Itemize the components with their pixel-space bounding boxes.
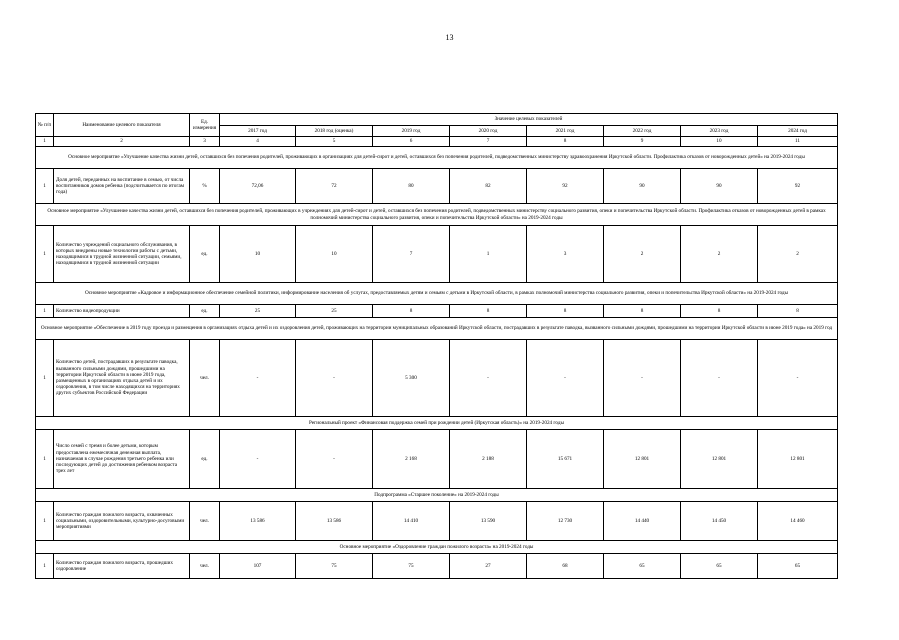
column-number: 7 [450, 137, 527, 147]
column-number: 8 [527, 137, 604, 147]
value-cell: 90 [681, 169, 758, 204]
column-number: 11 [758, 137, 838, 147]
section-title: Основное мероприятие «Улучшение качества жизни детей, оставшихся без попечения родителей, проживающих в учреждениях для детей-сирот и детей, оставшихся без попечения родителей, подведомственных министерству социального развития, опеки и попечительства Иркутской области. Профилактика отказов от новорожденных детей в рамках полномочий министерства социального развития, опеки и попечительства Иркутской области» на 2019-2024 годы [36, 204, 838, 226]
row-number: 1 [36, 554, 54, 579]
value-cell: 82 [450, 169, 527, 204]
header-row [36, 114, 838, 126]
unit-cell: % [190, 169, 220, 204]
value-cell: 107 [220, 554, 296, 579]
section-row [36, 417, 838, 430]
value-cell: 8 [758, 305, 838, 318]
year-header: 2020 год [450, 126, 527, 137]
indicator-row [36, 554, 838, 579]
year-header: 2019 год [373, 126, 450, 137]
section-title: Основное мероприятие «Улучшение качества жизни детей, оставшихся без попечения родителей, проживающих в организациях для детей-сирот и детей, оставшихся без попечения родителей, подведомственных министерству здравоохранения Иркутской области. Профилактика отказов от новорожденных детей» на 2019-2024 годы [36, 147, 838, 169]
value-cell: 92 [758, 169, 838, 204]
column-number: 10 [681, 137, 758, 147]
col-unit-header: Ед. измерения [190, 114, 220, 137]
value-cell: 1 [450, 226, 527, 283]
unit-cell: ед. [190, 305, 220, 318]
value-cell: - [220, 430, 296, 489]
value-cell: 25 [296, 305, 373, 318]
value-cell: - [296, 430, 373, 489]
indicator-name: Количество детей, пострадавших в результате паводка, вызванного сильными дождями, прошедшими на территории Иркутской области в июне 2019 года, размещенных в организациях отдыха детей и их оздоровления, в том числе находящихся на территориях других субъектов Российской Федерации [54, 340, 190, 417]
value-cell: 14 460 [758, 502, 838, 541]
value-cell: 90 [604, 169, 681, 204]
value-cell: 65 [758, 554, 838, 579]
section-row [36, 318, 838, 340]
value-cell: 14 450 [681, 502, 758, 541]
value-cell: 3 [527, 226, 604, 283]
value-cell: 10 [220, 226, 296, 283]
indicator-row [36, 430, 838, 489]
column-number: 4 [220, 137, 296, 147]
section-title: Подпрограмма «Старшее поколение» на 2019-2024 годы [36, 489, 838, 502]
value-cell: 14 440 [604, 502, 681, 541]
value-cell: 7 [373, 226, 450, 283]
indicator-row [36, 226, 838, 283]
value-cell: 12 730 [527, 502, 604, 541]
indicator-row [36, 340, 838, 417]
value-cell: 8 [527, 305, 604, 318]
year-header: 2021 год [527, 126, 604, 137]
row-number: 1 [36, 340, 54, 417]
col-values-header: Значение целевых показателей [220, 114, 838, 126]
page-number: 13 [445, 33, 454, 42]
col-name-header: Наименование целевого показателя [54, 114, 190, 137]
value-cell: - [604, 340, 681, 417]
section-row [36, 489, 838, 502]
column-number: 3 [190, 137, 220, 147]
indicators-table [35, 113, 838, 579]
value-cell: 8 [373, 305, 450, 318]
unit-cell: чел. [190, 502, 220, 541]
section-title: Региональный проект «Финансовая поддержка семей при рождении детей (Иркутская область)» на 2019-2024 годы [36, 417, 838, 430]
section-row [36, 147, 838, 169]
year-header: 2023 год [681, 126, 758, 137]
indicator-name: Доля детей, переданных на воспитание в семью, от числа воспитанников домов ребенка (подсчитывается по итогам года) [54, 169, 190, 204]
value-cell: 8 [450, 305, 527, 318]
value-cell: 75 [296, 554, 373, 579]
value-cell: 92 [527, 169, 604, 204]
indicator-row [36, 305, 838, 318]
value-cell: 12 801 [681, 430, 758, 489]
value-cell: 13 590 [450, 502, 527, 541]
indicator-name: Число семей с тремя и более детьми, которым предоставлена ежемесячная денежная выплата, назначаемая в случае рождения третьего ребенка или последующих детей до достижения ребенком возраста трех лет [54, 430, 190, 489]
value-cell: 2 168 [373, 430, 450, 489]
value-cell: 15 671 [527, 430, 604, 489]
column-number: 2 [54, 137, 190, 147]
unit-cell: чел. [190, 340, 220, 417]
row-number: 1 [36, 169, 54, 204]
value-cell: 27 [450, 554, 527, 579]
value-cell: 2 188 [450, 430, 527, 489]
section-row [36, 541, 838, 554]
column-number: 9 [604, 137, 681, 147]
column-numbers-row [36, 137, 838, 147]
value-cell: 10 [296, 226, 373, 283]
unit-cell: ед. [190, 430, 220, 489]
value-cell: 12 801 [604, 430, 681, 489]
value-cell: 72 [296, 169, 373, 204]
column-number: 5 [296, 137, 373, 147]
value-cell: 68 [527, 554, 604, 579]
value-cell: - [681, 340, 758, 417]
indicator-row [36, 169, 838, 204]
column-number: 1 [36, 137, 54, 147]
value-cell: 75 [373, 554, 450, 579]
value-cell: 2 [758, 226, 838, 283]
value-cell: 25 [220, 305, 296, 318]
value-cell: 80 [373, 169, 450, 204]
unit-cell: ед. [190, 226, 220, 283]
value-cell: 65 [681, 554, 758, 579]
value-cell: 8 [681, 305, 758, 318]
value-cell: - [527, 340, 604, 417]
row-number: 1 [36, 305, 54, 318]
value-cell: - [450, 340, 527, 417]
indicator-row [36, 502, 838, 541]
row-number: 1 [36, 502, 54, 541]
section-title: Основное мероприятие «Оздоровление граждан пожилого возраста» на 2019-2024 годы [36, 541, 838, 554]
value-cell: 13 586 [220, 502, 296, 541]
section-title: Основное мероприятие «Кадровое и информационное обеспечение семейной политики, информирование населения об услугах, предоставляемых детям и семьям с детьми в Иркутской области, в рамках полномочий министерства социального развития, опеки и попечительства Иркутской области» на 2019-2024 годы [36, 283, 838, 305]
column-number: 6 [373, 137, 450, 147]
value-cell: 12 801 [758, 430, 838, 489]
value-cell: 2 [604, 226, 681, 283]
year-header: 2018 год (оценка) [296, 126, 373, 137]
value-cell: - [220, 340, 296, 417]
value-cell: 65 [604, 554, 681, 579]
unit-cell: чел. [190, 554, 220, 579]
value-cell: - [758, 340, 838, 417]
value-cell: 8 [604, 305, 681, 318]
value-cell: 72,06 [220, 169, 296, 204]
year-header: 2017 год [220, 126, 296, 137]
section-row [36, 204, 838, 226]
section-row [36, 283, 838, 305]
indicator-name: Количество граждан пожилого возраста, прошедших оздоровление [54, 554, 190, 579]
indicator-name: Количество учреждений социального обслуживания, в которых внедрены новые технологии работы с детьми, находящимися в трудной жизненной ситуации, семьями, находящимися в трудной жизненной ситуации [54, 226, 190, 283]
value-cell: 13 586 [296, 502, 373, 541]
row-number: 1 [36, 226, 54, 283]
year-header: 2022 год [604, 126, 681, 137]
year-header: 2024 год [758, 126, 838, 137]
value-cell: 2 [681, 226, 758, 283]
indicator-name: Количество граждан пожилого возраста, охваченных социальными, оздоровительными, культурно-досуговыми мероприятиями [54, 502, 190, 541]
row-number: 1 [36, 430, 54, 489]
value-cell: 14 410 [373, 502, 450, 541]
section-title: Основное мероприятие «Обеспечение в 2019 году проезда и размещения в организациях отдыха детей и их оздоровления детей, проживающих на территории муниципальных образований Иркутской области, пострадавших в результате паводка, вызванного сильными дождями, прошедшими на территории Иркутской области в июне 2019 года» на 2019 год [36, 318, 838, 340]
value-cell: 5 300 [373, 340, 450, 417]
indicator-name: Количество видеопродукции [54, 305, 190, 318]
col-number-header: № п/п [36, 114, 54, 137]
value-cell: - [296, 340, 373, 417]
